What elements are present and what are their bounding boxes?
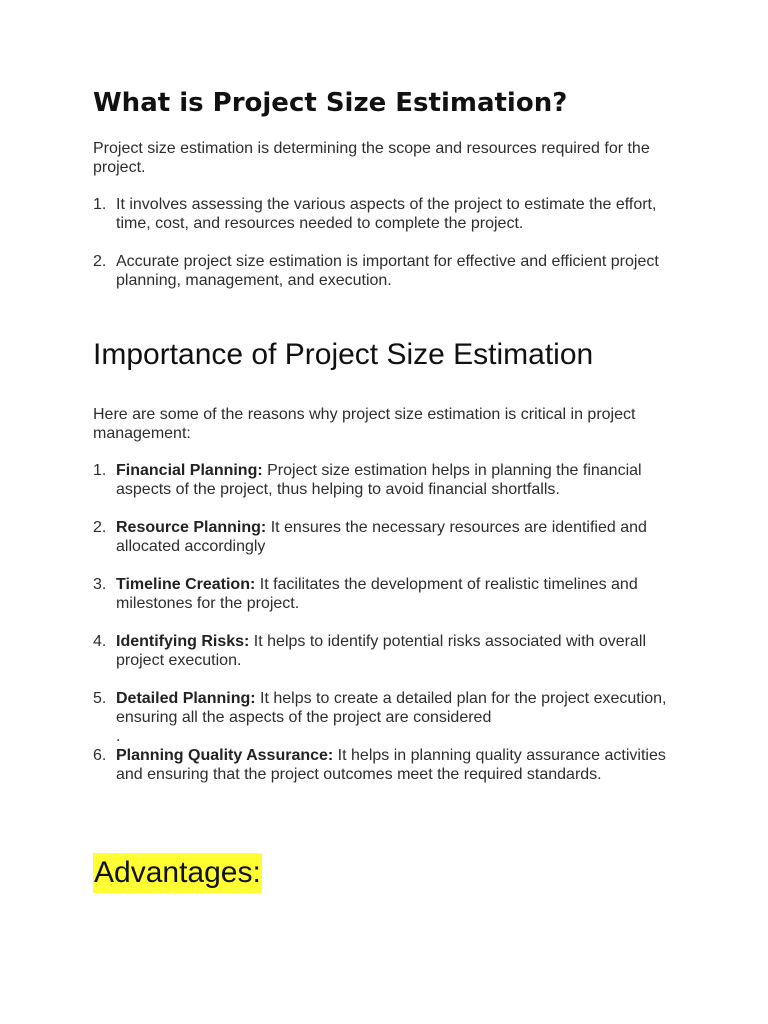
list-number: 3. [93,576,107,593]
list-item [93,575,683,613]
list-item-text: It ensures the necessary resources are identified and allocated accordingly [116,519,647,555]
page-title: What is Project Size Estimation? [93,88,568,118]
list-number: 2. [93,519,107,536]
list-number: 6. [93,747,107,764]
intro-paragraph: Project size estimation is determining the scope and resources required for the project. [93,140,650,176]
reasons-list [93,461,683,803]
list-item-label: Timeline Creation: [116,576,256,593]
list-item [93,632,683,670]
list-item [93,252,683,290]
list-item-text: It helps to create a detailed plan for the project execution, ensuring all the aspects of the project are considered [116,690,667,726]
importance-heading: Importance of Project Size Estimation [93,338,594,371]
trailing-period: . [116,728,121,745]
list-item-label: Identifying Risks: [116,633,250,650]
list-item-text: Project size estimation helps in planning the financial aspects of the project, thus helping to avoid financial shortfalls. [116,462,642,498]
list-item-text: It involves assessing the various aspects of the project to estimate the effort, time, cost, and resources needed to complete the project. [116,196,657,232]
overview-list [93,195,683,309]
list-item-text: It facilitates the development of realistic timelines and milestones for the project. [116,576,638,612]
advantages-heading: Advantages: [93,853,262,893]
list-item-text: It helps to identify potential risks associated with overall project execution. [116,633,646,669]
list-number: 1. [93,462,107,479]
list-item-text: Accurate project size estimation is important for effective and efficient project planning, management, and execution. [116,253,659,289]
list-item-label: Financial Planning: [116,462,263,479]
list-item-text: It helps in planning quality assurance activities and ensuring that the project outcomes meet the required standards. [116,747,666,783]
list-item [93,461,683,499]
list-item [93,746,683,784]
list-item [93,518,683,556]
list-number: 2. [93,253,107,270]
list-number: 4. [93,633,107,650]
list-item-label: Resource Planning: [116,519,267,536]
list-number: 1. [93,196,107,213]
list-item [93,195,683,233]
reasons-intro-paragraph: Here are some of the reasons why project size estimation is critical in project management: [93,406,636,442]
list-number: 5. [93,690,107,707]
list-item-label: Detailed Planning: [116,690,256,707]
list-item-label: Planning Quality Assurance: [116,747,334,764]
list-item [93,689,683,746]
